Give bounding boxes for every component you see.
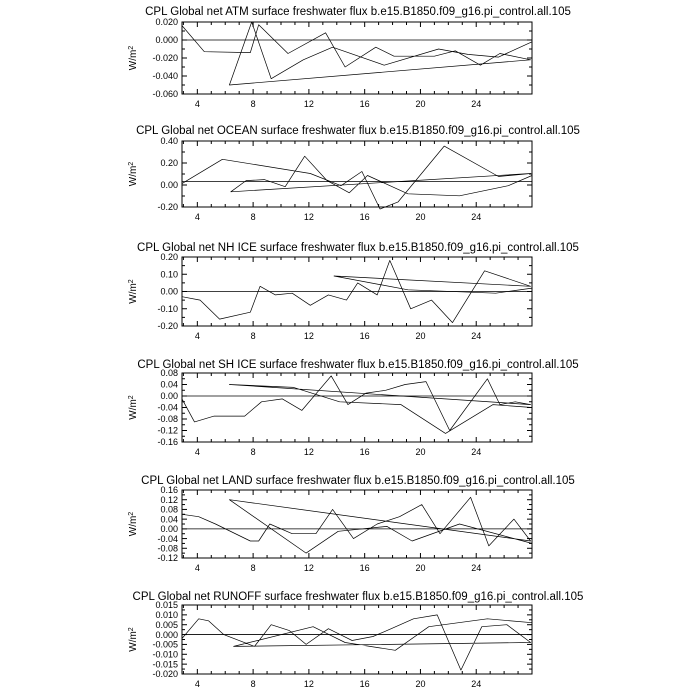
- x-tick-label: 12: [303, 679, 314, 689]
- y-axis-label: $W/m^2$: [127, 45, 139, 71]
- plot-frame: [182, 141, 532, 207]
- chart-title: CPL Global net ATM surface freshwater flux b.e15.B1850.f09_g16.pi_control.all.105: [145, 6, 571, 18]
- y-tick-label: 0.10: [160, 269, 178, 280]
- series-line: [182, 615, 532, 670]
- x-tick-label: 24: [471, 563, 482, 573]
- x-tick-label: 24: [471, 212, 482, 222]
- y-tick-label: -0.020: [152, 53, 178, 64]
- y-tick-label: 0.005: [155, 619, 178, 630]
- y-tick-label: -0.015: [152, 659, 178, 670]
- y-axis-label: $W/m^2$: [127, 627, 139, 652]
- y-axis-label-exponent: 2: [127, 395, 135, 400]
- chart-panel-nh-ice: [128, 242, 579, 341]
- series-line: [182, 497, 532, 553]
- y-tick-label: 0.20: [160, 158, 178, 169]
- y-tick-label: 0.000: [155, 35, 178, 46]
- chart-panel-atm: [128, 6, 571, 109]
- chart-title: CPL Global net OCEAN surface freshwater flux b.e15.B1850.f09_g16.pi_control.all.105: [136, 125, 580, 137]
- y-tick-label: 0.00: [160, 180, 178, 191]
- chart-title: CPL Global net LAND surface freshwater flux b.e15.B1850.f09_g16.pi_control.all.105: [141, 475, 575, 487]
- x-tick-label: 4: [194, 99, 200, 109]
- x-tick-label: 12: [303, 99, 314, 109]
- y-tick-label: 0.16: [160, 485, 178, 496]
- x-tick-label: 8: [250, 99, 256, 109]
- x-tick-label: 24: [471, 99, 482, 109]
- chart-panel-ocean: [128, 125, 580, 222]
- x-tick-label: 4: [194, 447, 200, 457]
- x-tick-label: 20: [415, 212, 426, 222]
- y-tick-label: -0.020: [152, 669, 178, 680]
- plot-frame: [182, 22, 532, 94]
- x-tick-label: 12: [303, 447, 314, 457]
- y-axis-label-exponent: 2: [127, 161, 135, 166]
- x-tick-label: 16: [359, 99, 370, 109]
- y-tick-label: -0.04: [157, 533, 178, 544]
- x-tick-label: 8: [250, 212, 256, 222]
- y-tick-label: -0.12: [157, 553, 178, 564]
- y-tick-label: 0.010: [155, 610, 178, 621]
- y-tick-label: -0.12: [157, 425, 178, 436]
- x-tick-label: 8: [250, 447, 256, 457]
- x-tick-label: 20: [415, 679, 426, 689]
- y-tick-label: 0.40: [160, 136, 178, 147]
- chart-title: CPL Global net SH ICE surface freshwater flux b.e15.B1850.f09_g16.pi_control.all.105: [137, 359, 579, 371]
- y-axis-label: $W/m^2$: [127, 511, 139, 537]
- y-tick-label: -0.16: [157, 437, 178, 448]
- y-tick-label: 0.08: [160, 368, 178, 379]
- y-axis-label-exponent: 2: [127, 511, 135, 516]
- y-tick-label: 0.020: [155, 17, 178, 28]
- x-tick-label: 16: [359, 563, 370, 573]
- x-tick-label: 20: [415, 447, 426, 457]
- x-tick-label: 24: [471, 447, 482, 457]
- series-line: [182, 146, 532, 209]
- y-tick-label: 0.015: [155, 600, 178, 611]
- y-axis-label: $W/m^2$: [127, 395, 139, 420]
- chart-title: CPL Global net NH ICE surface freshwater flux b.e15.B1850.f09_g16.pi_control.all.105: [137, 242, 579, 254]
- x-tick-label: 8: [250, 331, 256, 341]
- y-axis-label-exponent: 2: [127, 45, 135, 50]
- x-tick-label: 20: [415, 563, 426, 573]
- x-tick-label: 12: [303, 563, 314, 573]
- series-line: [182, 376, 532, 434]
- y-tick-label: -0.08: [157, 414, 178, 425]
- x-tick-label: 8: [250, 563, 256, 573]
- y-axis-label-exponent: 2: [127, 279, 135, 284]
- y-tick-label: -0.20: [157, 321, 178, 332]
- chart-panel-runoff: [128, 591, 584, 689]
- y-tick-label: -0.060: [152, 89, 178, 100]
- x-tick-label: 12: [303, 212, 314, 222]
- y-tick-label: -0.20: [157, 202, 178, 213]
- y-tick-label: -0.010: [152, 649, 178, 660]
- chart-title: CPL Global net RUNOFF surface freshwater flux b.e15.B1850.f09_g16.pi_control.all.105: [132, 591, 584, 603]
- y-tick-label: 0.08: [160, 504, 178, 515]
- x-tick-label: 16: [359, 679, 370, 689]
- x-tick-label: 4: [194, 563, 200, 573]
- y-tick-label: 0.00: [160, 391, 178, 402]
- y-axis-label: $W/m^2$: [127, 161, 139, 187]
- x-tick-label: 20: [415, 331, 426, 341]
- y-tick-label: -0.10: [157, 303, 178, 314]
- x-tick-label: 4: [194, 212, 200, 222]
- x-tick-label: 4: [194, 679, 200, 689]
- y-tick-label: 0.12: [160, 494, 178, 505]
- y-tick-label: 0.20: [160, 252, 178, 263]
- y-tick-label: -0.08: [157, 543, 178, 554]
- x-tick-label: 8: [250, 679, 256, 689]
- series-line: [182, 22, 532, 85]
- x-tick-label: 16: [359, 212, 370, 222]
- y-tick-label: -0.04: [157, 402, 178, 413]
- x-tick-label: 4: [194, 331, 200, 341]
- x-tick-label: 24: [471, 331, 482, 341]
- y-tick-label: -0.005: [152, 639, 178, 650]
- y-tick-label: 0.00: [160, 524, 178, 535]
- x-tick-label: 16: [359, 331, 370, 341]
- chart-panel-land: [128, 475, 575, 573]
- y-tick-label: -0.040: [152, 71, 178, 82]
- chart-panel-sh-ice: [128, 359, 579, 457]
- y-axis-label: $W/m^2$: [127, 279, 139, 304]
- y-tick-label: 0.04: [160, 379, 178, 390]
- x-tick-label: 12: [303, 331, 314, 341]
- y-axis-label-exponent: 2: [127, 627, 135, 632]
- x-tick-label: 24: [471, 679, 482, 689]
- y-tick-label: 0.04: [160, 514, 178, 525]
- x-tick-label: 20: [415, 99, 426, 109]
- x-tick-label: 16: [359, 447, 370, 457]
- plot-frame: [182, 373, 532, 442]
- y-tick-label: 0.000: [155, 629, 178, 640]
- y-tick-label: 0.00: [160, 286, 178, 297]
